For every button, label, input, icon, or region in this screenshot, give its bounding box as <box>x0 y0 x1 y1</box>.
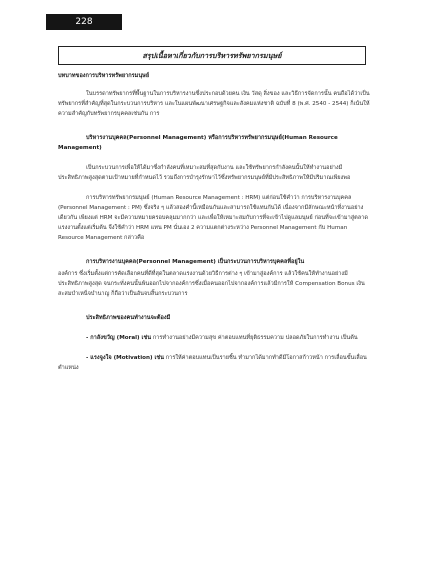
paragraph-role: ในบรรดาทรัพยากรที่พื้นฐานในการบริหารงานซึ่งประกอบด้วยคน เงิน วัสดุ สิ่งของ และวิธีการจัดการนั้น คนถือได้ว่าเป็นทรัพยากรที่สำคัญที่สุดในกระบวนการบริหาร และในแผนพัฒนาเศรษฐกิจและสังคมแห่งชาติ ฉบับที่ 8 (พ.ศ. 2540 - 2544) ก็เน้นให้ความสำคัญกับทรัพยากรบุคคลเช่นกัน การ <box>58 91 370 117</box>
bullet-moral-label: - กาลังขวัญ (Moral) เช่น <box>86 335 152 341</box>
heading-efficiency: ประสิทธิภาพของคนทำงานจะต้องมี <box>86 315 171 321</box>
heading-personnel-management: บริหารงานบุคคล(Personnel Management) หรือการบริหารทรัพยากรมนุษย์(Human Resource Management) <box>58 135 338 151</box>
page-title: สรุปเนื้อหาเกี่ยวกับการบริหารทรัพยากรมนุษย์ <box>58 46 366 65</box>
page-number: 228 <box>46 14 122 30</box>
paragraph-personnel-process: องค์การ ซึ่งเริ่มตั้งแต่การคัดเลือกคนที่ดีที่สุดในตลาดแรงงานด้วยวิธีการต่าง ๆ เข้ามาสู่องค์การ แล้วใช้คนให้ทำงานอย่างมีประสิทธิภาพสูงสุด จนกระทั่งคนนั้นพ้นออกไปจากองค์การซึ่งเมื่อคนออกไปจากองค์การแล้วมีการให้ Compensation Bonus เงินสะสมบำเหน็จบำนาญ ก็ถือว่าเป็นอันจบสิ้นกระบวนการ <box>58 271 365 297</box>
content <box>58 70 370 373</box>
bullet-motivation <box>58 353 370 373</box>
paragraph-personnel-definition: เป็นกระบวนการเพื่อให้ได้มาซึ่งกำลังคนที่เหมาะสมที่สุดกับงาน และใช้ทรัพยากรกำลังคนนั้นให้ทำงานอย่างมีประสิทธิภาพสูงสุดตามเป้าหมายที่กำหนดไว้ รวมถึงการบำรุงรักษาไว้ซึ่งทรัพยากรมนุษย์ที่มีประสิทธิภาพให้มีปริมาณเพียงพอ <box>58 165 351 181</box>
bullet-moral-text: การทำงานอย่างมีความสุข ค่าตอบแทนที่ยุติธรรมความ ปลอดภัยในการทำงาน เป็นต้น <box>152 335 358 341</box>
paragraph-hrm-vs-pm: การบริหารทรัพยากรมนุษย์ (Human Resource Management : HRM) แต่ก่อนใช้คำว่า การบริหารงานบุคคล (Personnel Management : PM) ซึ่งจริง ๆ แล้วสองคำนี้เหมือนกันและสามารถใช้แทนกันได้ เนื่องจากมีลักษณะหน้าที่งานอย่างเดียวกัน เพียงแต่ HRM จะมีความหมายครอบคลุมมากกว่า และเพื่อให้เหมาะสมกับการที่จะเข้าไปดูแลมนุษย์ ก่อนที่จะเข้ามาสู่ตลาดแรงงานตั้งแต่เริ่มต้น จึงใช้คำว่า HRM แทน PM นั่นเอง 2 ความแตกต่างระหว่าง Personnel Management กับ Human Resource Management กล่าวคือ <box>58 195 368 241</box>
bullet-motivation-text: การให้ค่าตอบแทนเป็นรายชิ้น ทำมากได้มากทำดีมีโอกาสก้าวหน้า การเลื่อนขั้นเลื่อนตำแหน่ง <box>58 355 367 371</box>
heading-role: บทบาทของการบริหารทรัพยากรมนุษย์ <box>58 73 150 79</box>
bullet-moral <box>58 333 370 343</box>
bullet-motivation-label: - แรงจูงใจ (Motivation) เช่น <box>86 355 165 361</box>
heading-personnel-process: การบริหารงานบุคคล(Personnel Management) เป็นกระบวนการบริหารบุคคลที่อยู่ใน <box>86 259 305 265</box>
